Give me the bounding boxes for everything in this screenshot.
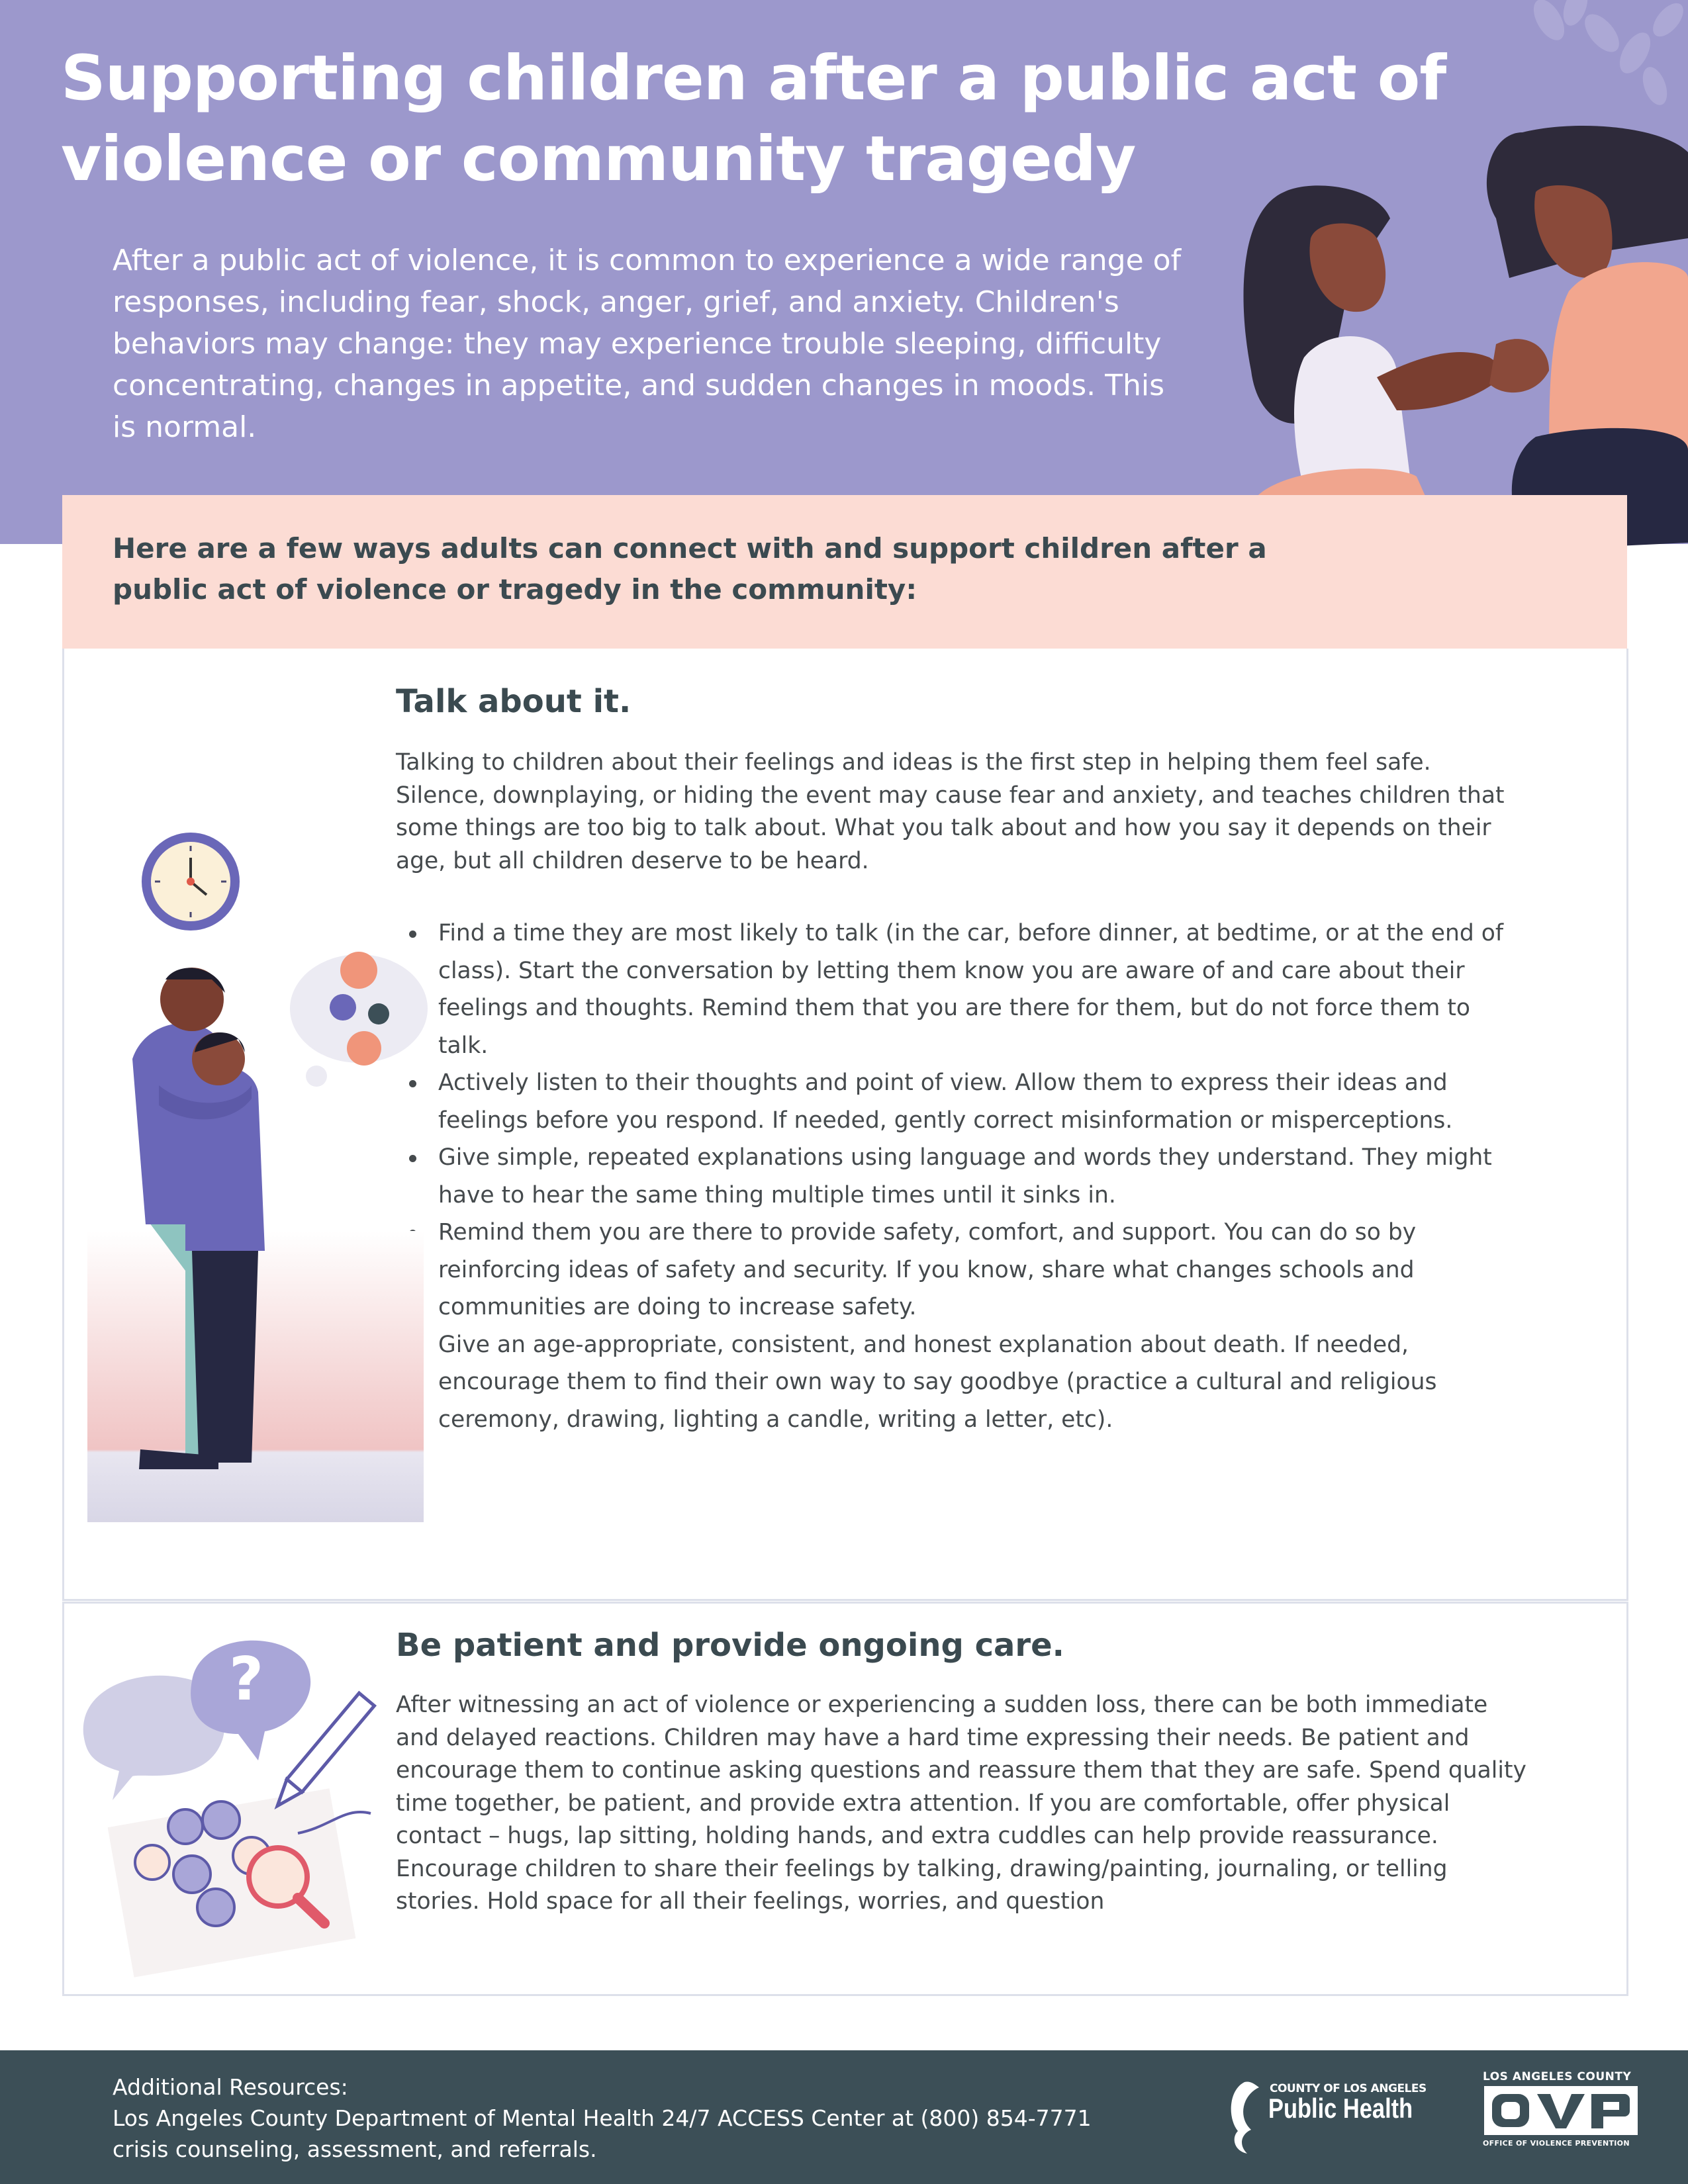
list-item: Give simple, repeated explanations using language and words they understand. They might have to hear the same thing multiple times until it sinks in. — [438, 1139, 1504, 1214]
clock-icon — [138, 829, 244, 934]
section-body-patient: After witnessing an act of violence or experiencing a sudden loss, there can be both immediate and delayed reactions. Children may have a hard time expressing their needs. Be patient and encourage them to continue asking questions and reassure them that they are safe. Spend quality time together, be patient, and provide extra attention. If you are comfortable, offer physical contact – hugs, lap sitting, holding hands, and extra cuddles can help provide reassurance. Encourage children to share their feelings by talking, drawing/painting, journaling, or telling stories. Hold space for all their feelings, worries, and question — [396, 1692, 1526, 1915]
father-hugging-child-illustration — [86, 940, 430, 1522]
list-item: Find a time they are most likely to talk (in the car, before dinner, at bedtime, or at the end of class). Start the conversation by letting them know you are aware of and care about their feelings and thoughts. Remind them that you are there for them, but do not force them to talk. — [438, 915, 1504, 1064]
list-item: Actively listen to their thoughts and point of view. Allow them to express their ideas and feelings before you respond. If needed, gently correct misinformation or misperceptions. — [438, 1064, 1504, 1139]
section-title-talk: Talk about it. — [396, 683, 632, 720]
svg-text:?: ? — [229, 1645, 264, 1714]
ovp-county-text: LOS ANGELES COUNTY — [1483, 2070, 1632, 2083]
intro-paragraph: After a public act of violence, it is common to experience a wide range of responses, including fear, shock, anger, grief, and anxiety. Children's behaviors may change: they may experience trouble sleeping, difficulty concentrating, changes in appetite, and sudden changes in moods. This is normal. — [113, 244, 1182, 444]
ovp-office-text: OFFICE OF VIOLENCE PREVENTION — [1483, 2139, 1630, 2148]
public-health-name-text: Public Health — [1268, 2093, 1413, 2124]
public-health-county-text: COUNTY OF LOS ANGELES — [1270, 2082, 1427, 2095]
ovp-logo — [1483, 2070, 1642, 2163]
section-title-patient: Be patient and provide ongoing care. — [396, 1627, 1064, 1664]
resources-heading: Additional Resources: — [113, 2074, 348, 2100]
list-item: Remind them you are there to provide safety, comfort, and support. You can do so by reinforcing ideas of safety and security. If you know, share what changes schools and communities are doing to increase safety. — [438, 1214, 1504, 1326]
emotions-drawing-illustration — [79, 1615, 391, 1985]
intro-callout — [62, 495, 1627, 649]
list-item: Give an age-appropriate, consistent, and honest explanation about death. If needed, encourage them to find their own way to say goodbye (practice a cultural and religious ceremony, drawing, lighting a candle, writing a letter, etc). — [438, 1326, 1504, 1439]
callout-text: Here are a few ways adults can connect with and support children after a public act of violence or tragedy in the community: — [113, 532, 1267, 606]
talk-tips-list — [396, 915, 1504, 1438]
page-title: Supporting children after a public act of violence or community tragedy — [61, 42, 1446, 195]
ovp-letters-icon — [1483, 2085, 1639, 2136]
footer-bar — [0, 2050, 1688, 2184]
resources-line-2: crisis counseling, assessment, and referrals. — [113, 2136, 597, 2162]
public-health-logo — [1225, 2078, 1443, 2158]
additional-resources — [113, 2071, 1238, 2165]
section-body-talk: Talking to children about their feelings and ideas is the first step in helping them feel safe. Silence, downplaying, or hiding the event may cause fear and anxiety, and teaches children that some things are too big to talk about. What you talk about and how you say it depends on their age, but all children deserve to be heard. — [396, 749, 1505, 874]
resources-line-1: Los Angeles County Department of Mental Health 24/7 ACCESS Center at (800) 854-7771 — [113, 2105, 1092, 2131]
public-health-emblem-icon — [1225, 2078, 1268, 2156]
